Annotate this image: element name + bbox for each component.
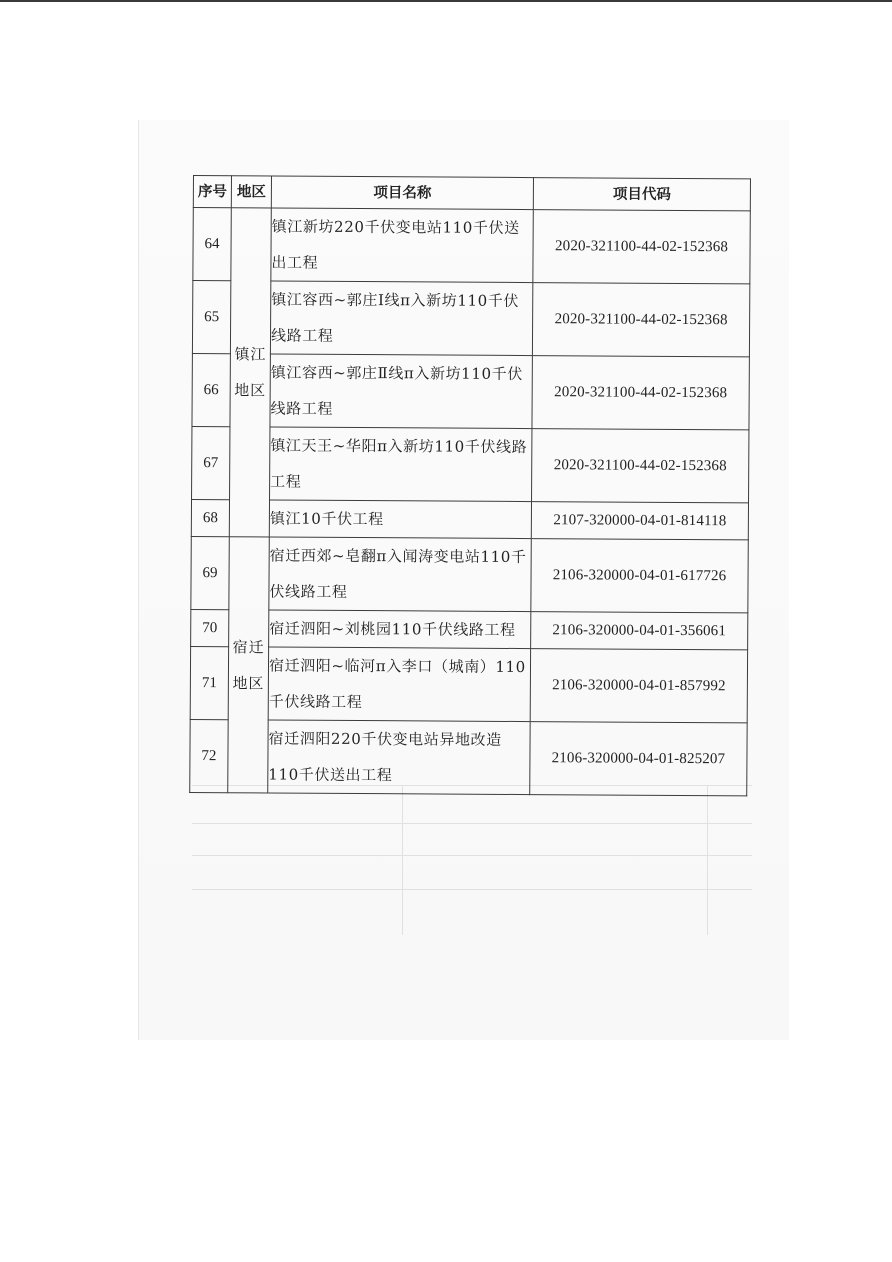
row-code: 2107-320000-04-01-814118 — [531, 502, 748, 540]
row-seq: 68 — [191, 499, 229, 536]
bleed-through-shadow — [192, 785, 752, 945]
row-seq: 66 — [192, 353, 230, 426]
row-name: 宿迁泗阳~临河π入李口（城南）110千伏线路工程 — [268, 647, 530, 722]
row-seq: 67 — [192, 426, 230, 499]
row-code: 2020-321100-44-02-152368 — [532, 356, 749, 430]
top-border-line — [0, 0, 892, 2]
table-row — [192, 281, 749, 357]
table-row — [191, 499, 748, 539]
row-code: 2106-320000-04-01-617726 — [531, 539, 748, 613]
row-seq: 70 — [191, 609, 229, 646]
row-code: 2106-320000-04-01-825207 — [530, 722, 747, 796]
row-name: 宿迁泗阳220千伏变电站异地改造110千伏送出工程 — [268, 720, 530, 795]
table-row — [192, 353, 749, 429]
row-seq: 71 — [190, 646, 228, 719]
row-code: 2020-321100-44-02-152368 — [532, 429, 749, 503]
row-name: 镇江天王~华阳π入新坊110千伏线路工程 — [270, 427, 532, 502]
row-seq: 64 — [193, 208, 231, 281]
row-name: 宿迁西郊~皂翻π入闻涛变电站110千伏线路工程 — [269, 537, 531, 612]
row-name: 镇江容西~郭庄Ⅰ线π入新坊110千伏线路工程 — [270, 281, 532, 356]
row-seq: 72 — [190, 719, 228, 792]
row-code: 2106-320000-04-01-356061 — [531, 612, 748, 650]
table-row — [190, 719, 747, 795]
row-name: 镇江容西~郭庄Ⅱ线π入新坊110千伏线路工程 — [270, 354, 532, 429]
region-cell-suqian: 宿迁地区 — [228, 537, 270, 793]
row-name: 镇江10千伏工程 — [269, 500, 531, 539]
row-seq: 69 — [191, 536, 229, 609]
region-cell-zhenjiang: 镇江地区 — [229, 208, 271, 537]
row-code: 2106-320000-04-01-857992 — [530, 649, 747, 723]
header-region: 地区 — [231, 176, 271, 208]
row-seq: 65 — [192, 281, 230, 354]
table-row — [191, 536, 748, 612]
table-row — [192, 426, 749, 502]
row-code: 2020-321100-44-02-152368 — [533, 210, 750, 284]
table-row — [191, 609, 748, 649]
table-row — [193, 208, 750, 284]
header-code: 项目代码 — [533, 178, 750, 211]
row-code: 2020-321100-44-02-152368 — [532, 283, 749, 357]
row-name: 镇江新坊220千伏变电站110千伏送出工程 — [271, 208, 533, 283]
table-row — [190, 646, 747, 722]
project-table — [189, 175, 751, 796]
header-name: 项目名称 — [271, 176, 533, 210]
row-name: 宿迁泗阳~刘桃园110千伏线路工程 — [269, 610, 531, 649]
table-header-row — [193, 176, 750, 211]
header-seq: 序号 — [193, 176, 231, 208]
